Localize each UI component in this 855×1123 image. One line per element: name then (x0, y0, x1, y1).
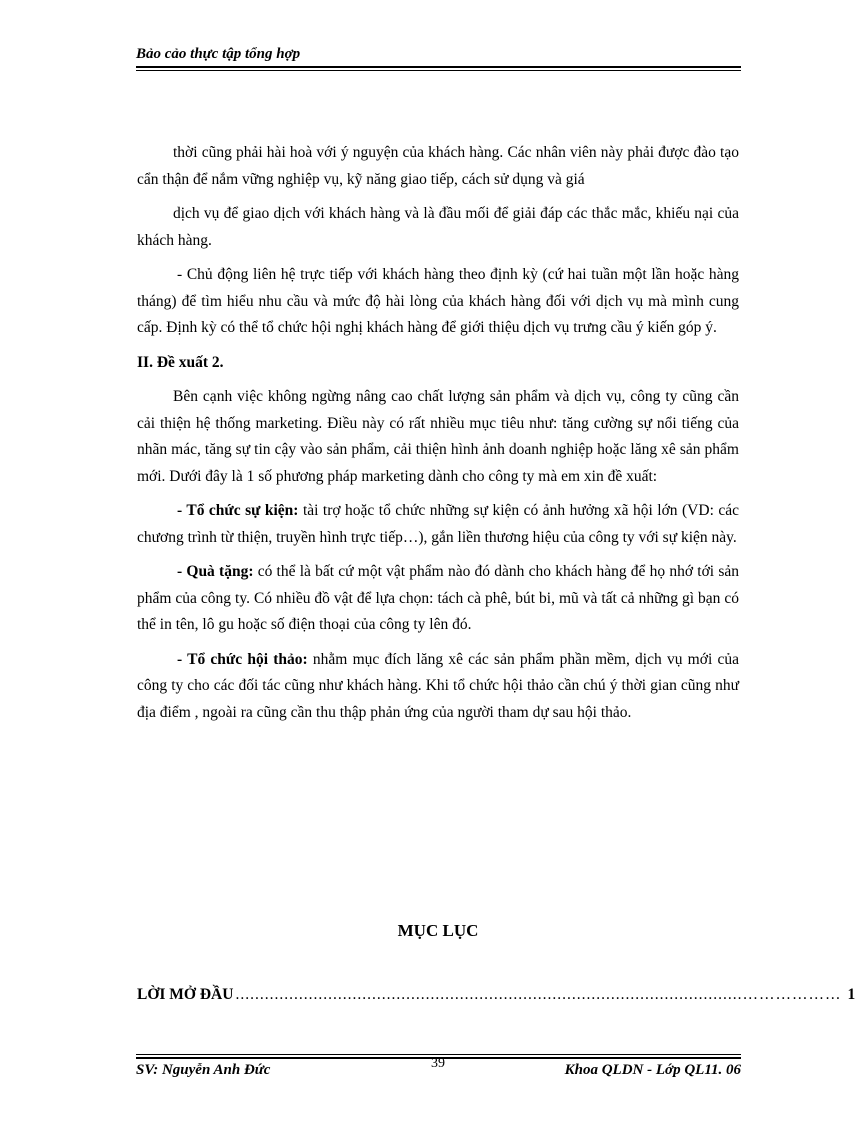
footer-rule-thin (136, 1054, 741, 1055)
bullet-seminars-label: - Tổ chức hội thảo: (177, 650, 308, 668)
main-content (137, 140, 739, 726)
paragraph-4: Bên cạnh việc không ngừng nâng cao chất lượng sản phẩm và dịch vụ, công ty cũng cần cải thiện hệ thống marketing. Điều này có rất nhiều mục tiêu như: tăng cường sự nổi tiếng của nhãn mác, tăng sự tin cậy vào sản phẩm, cải thiện hình ảnh doanh nghiệp hoặc lăng xê sản phẩm mới. Dưới đây là 1 số phương pháp marketing dành cho công ty mà em xin đề xuất: (137, 388, 739, 485)
footer-student: SV: Nguyễn Anh Đức (136, 1062, 271, 1078)
bullet-gifts-label: - Quà tặng: (177, 563, 254, 580)
paragraph-1: thời cũng phải hài hoà với ý nguyện của khách hàng. Các nhân viên này phải được đào tạo cẩn thận để nắm vững nghiệp vụ, kỹ năng giao tiếp, cách sử dụng và giá (137, 144, 739, 188)
bullet-events-text: tài trợ hoặc tổ chức những sự kiện có ảnh hưởng xã hội lớn (VD: các chương trình từ thiện, truyền hình trực tiếp…), gắn liền thương hiệu của công ty với sự kiện này. (137, 502, 739, 546)
bullet-seminars (137, 647, 739, 727)
header-title: Bảo cảo thực tập tổng hợp (136, 46, 301, 62)
bullet-events (137, 498, 739, 551)
bullet-events-label: - Tổ chức sự kiện: (177, 502, 299, 519)
toc-entry-leader: ........................................................................................................……………… (235, 986, 842, 1003)
bullet-gifts-text: có thể là bất cứ một vật phẩm nào đó dành cho khách hàng để họ nhớ tới sản phẩm của công ty. Có nhiều đồ vật để lựa chọn: tách cà phê, bút bi, mũ và tất cả những gì bạn có thể in tên, lô gu hoặc số điện thoại của công ty lên đó. (137, 563, 739, 633)
paragraph-2: dịch vụ để giao dịch với khách hàng và là đầu mối để giải đáp các thắc mắc, khiếu nại của khách hàng. (137, 205, 739, 249)
toc-entry-page: 1 (847, 986, 855, 1003)
footer-class: Khoa QLDN - Lớp QL11. 06 (564, 1062, 741, 1078)
page-header (136, 46, 741, 68)
section-heading: II. Đề xuất 2. (137, 353, 224, 371)
page-number: 39 (431, 1056, 445, 1071)
paragraph-3: - Chủ động liên hệ trực tiếp với khách hàng theo định kỳ (cứ hai tuần một lần hoặc hàng tháng) để tìm hiểu nhu cầu và mức độ hài lòng của khách hàng đối với dịch vụ mà mình cung cấp. Định kỳ có thể tổ chức hội nghị khách hàng để giới thiệu dịch vụ trưng cầu ý kiến góp ý. (137, 266, 739, 336)
toc-title: MỤC LỤC (397, 921, 479, 940)
bullet-gifts (137, 559, 739, 639)
toc-entry-label: LỜI MỞ ĐẦU (137, 986, 234, 1003)
bullet-seminars-text: nhằm mục đích lăng xê các sản phẩm phần mềm, dịch vụ mới của công ty cho các đối tác cũng như khách hàng. Khi tổ chức hội thảo cần chú ý thời gian cũng như địa điểm , ngoài ra cũng cần thu thập phản ứng của người tham dự sau hội thảo. (137, 650, 739, 721)
toc-entry[interactable] (137, 986, 855, 1004)
